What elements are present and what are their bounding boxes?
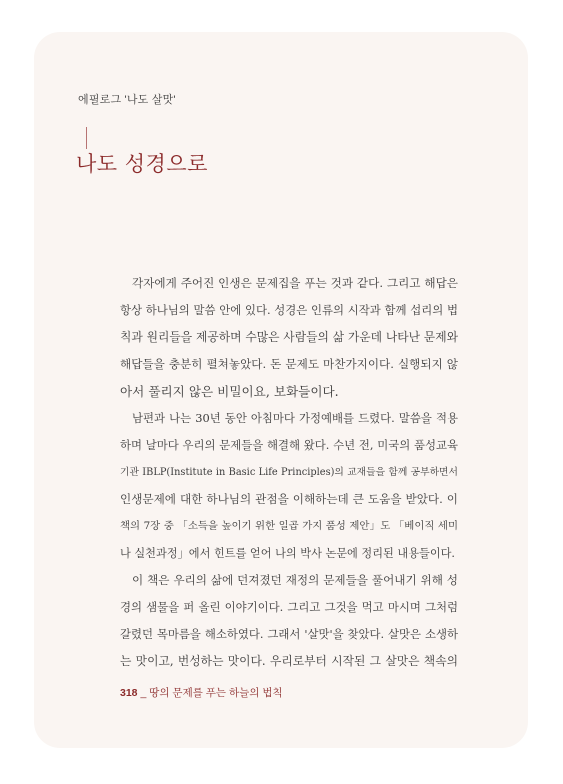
body-text (120, 270, 458, 675)
footer-separator: _ (140, 687, 147, 699)
body-line: 나 실천과정」에서 힌트를 얻어 나의 박사 논문에 정리된 내용들이다. (120, 547, 455, 560)
body-line: 책의 7장 중 「소득을 높이기 위한 일곱 가지 품성 제안」도 「베이직 세미 (120, 520, 458, 532)
body-line: 인생문제에 대한 하나님의 관점을 이해하는데 큰 도움을 받았다. 이 (120, 492, 458, 506)
book-title: 땅의 문제를 푸는 하늘의 법칙 (149, 687, 283, 699)
body-line: 칙과 원리들을 제공하며 수많은 사람들의 삶 가운데 나타난 문제와 (120, 330, 458, 344)
page-footer (120, 685, 283, 700)
running-head: 에필로그 '나도 살맛' (78, 94, 176, 106)
body-line: 하며 날마다 우리의 문제들을 해결해 왔다. 수년 전, 미국의 품성교육 (120, 438, 458, 452)
title-rule (86, 127, 87, 149)
body-line: 는 맛이고, 번성하는 맛이다. 우리로부터 시작된 그 살맛은 책속의 (120, 654, 458, 668)
body-line: 각자에게 주어진 인생은 문제집을 푸는 것과 같다. 그리고 해답은 (132, 276, 458, 290)
body-line: 이 책은 우리의 삶에 던져졌던 재정의 문제들을 풀어내기 위해 성 (132, 573, 458, 587)
body-line: 기관 IBLP(Institute in Basic Life Principles)의 교재들을 함께 공부하면서 (120, 467, 458, 478)
body-line: 항상 하나님의 말씀 안에 있다. 성경은 인류의 시작과 함께 섭리의 법 (120, 303, 458, 317)
body-line: 경의 샘물을 퍼 올린 이야기이다. 그리고 그것을 먹고 마시며 그처럼 (120, 600, 458, 614)
body-line: 남편과 나는 30년 동안 아침마다 가정예배를 드렸다. 말씀을 적용 (132, 411, 458, 425)
body-line: 아서 풀리지 않은 비밀이요, 보화들이다. (120, 384, 339, 399)
body-line: 해답들을 충분히 펼쳐놓았다. 돈 문제도 마찬가지이다. 실행되지 않 (120, 357, 458, 371)
chapter-title: 나도 성경으로 (76, 152, 208, 176)
page-number: 318 (120, 687, 138, 699)
body-line: 갈렸던 목마름을 해소하였다. 그래서 '살맛'을 찾았다. 살맛은 소생하 (120, 627, 458, 641)
